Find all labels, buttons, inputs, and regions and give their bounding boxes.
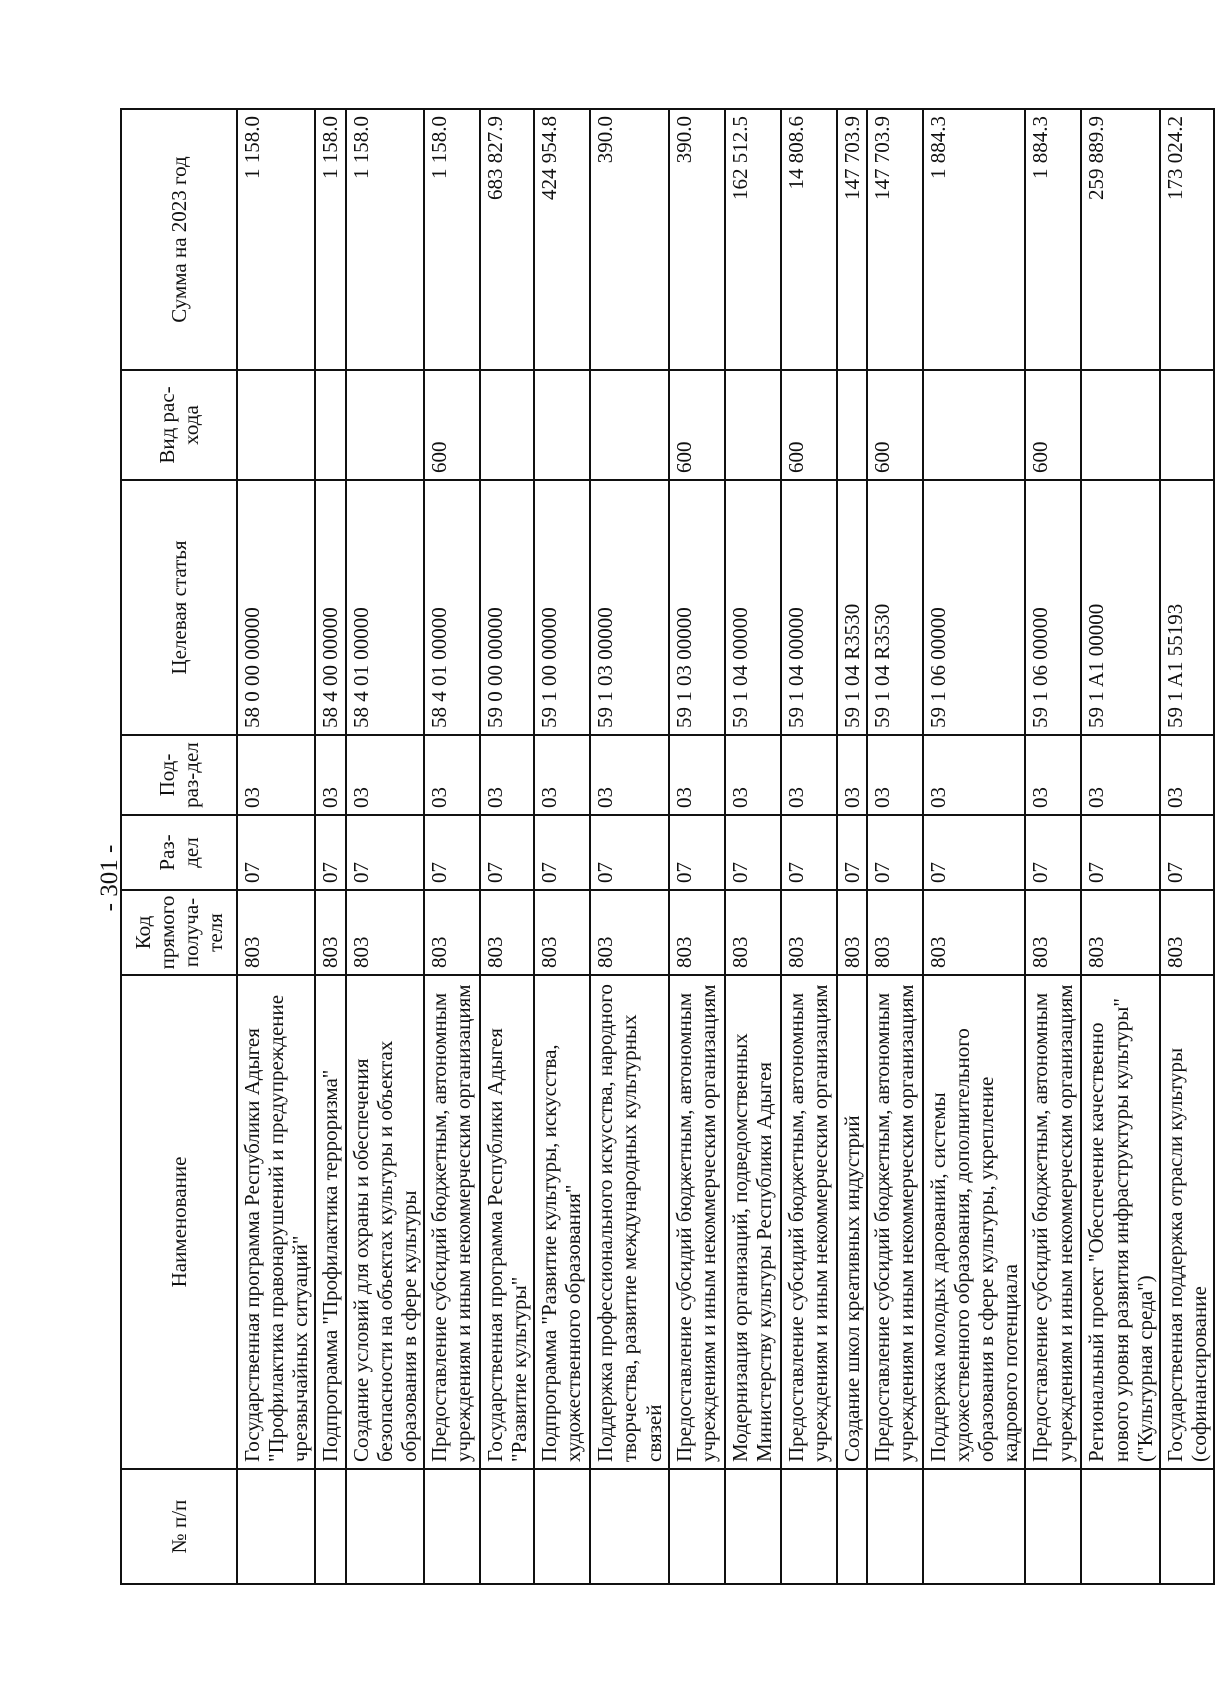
row-section-cell: 07 [1081,815,1159,890]
row-num-cell [867,1469,923,1584]
header-amount: Сумма на 2023 год [121,109,237,370]
row-num-cell [237,1469,315,1584]
row-target-article-cell: 59 1 03 00000 [590,480,668,735]
header-target-article: Целевая статья [121,480,237,735]
row-num-cell [1025,1469,1081,1584]
row-section-cell: 07 [590,815,668,890]
row-expense-type-cell [1160,370,1214,480]
row-expense-type-cell: 600 [1025,370,1081,480]
row-target-article-cell: 59 1 06 00000 [1025,480,1081,735]
row-amount-cell: 147 703.9 [837,109,867,370]
row-name-cell: Государственная программа Республики Адыгея "Развитие культуры" [480,975,534,1469]
row-subsection-cell: 03 [725,735,781,815]
row-target-article-cell: 59 1 04 00000 [725,480,781,735]
table-row [346,109,424,1584]
row-subsection-cell: 03 [1081,735,1159,815]
row-section-cell: 07 [346,815,424,890]
budget-table [120,108,1215,1585]
header-subsection: Под-раз-дел [121,735,237,815]
row-expense-type-cell [837,370,867,480]
table-row [725,109,781,1584]
row-expense-type-cell: 600 [867,370,923,480]
row-name-cell: Подпрограмма "Профилактика терроризма" [315,975,345,1469]
row-num-cell [315,1469,345,1584]
row-recipient-code-cell: 803 [480,890,534,975]
row-target-article-cell: 58 4 00 00000 [315,480,345,735]
table-header [121,109,237,1584]
row-num-cell [1160,1469,1214,1584]
table-row [315,109,345,1584]
row-target-article-cell: 59 1 03 00000 [669,480,725,735]
row-expense-type-cell [590,370,668,480]
row-section-cell: 07 [237,815,315,890]
row-name-cell: Государственная поддержка отрасли культуры (софинансирование [1160,975,1214,1469]
row-subsection-cell: 03 [1160,735,1214,815]
row-section-cell: 07 [480,815,534,890]
rotated-table-container [120,110,1211,1585]
row-subsection-cell: 03 [480,735,534,815]
row-amount-cell: 1 158.0 [315,109,345,370]
row-target-article-cell: 59 1 04 R3530 [867,480,923,735]
row-recipient-code-cell: 803 [867,890,923,975]
row-num-cell [1081,1469,1159,1584]
row-num-cell [725,1469,781,1584]
row-recipient-code-cell: 803 [424,890,480,975]
row-section-cell: 07 [781,815,837,890]
row-recipient-code-cell: 803 [669,890,725,975]
row-target-article-cell: 58 4 01 00000 [346,480,424,735]
row-recipient-code-cell: 803 [590,890,668,975]
row-section-cell: 07 [725,815,781,890]
row-expense-type-cell [237,370,315,480]
row-amount-cell: 424 954.8 [534,109,590,370]
header-row [121,109,237,1584]
row-subsection-cell: 03 [590,735,668,815]
row-target-article-cell: 59 1 06 00000 [923,480,1026,735]
row-target-article-cell: 59 1 04 R3530 [837,480,867,735]
row-section-cell: 07 [315,815,345,890]
row-recipient-code-cell: 803 [923,890,1026,975]
row-amount-cell: 683 827.9 [480,109,534,370]
row-num-cell [346,1469,424,1584]
row-amount-cell: 1 158.0 [346,109,424,370]
row-subsection-cell: 03 [1025,735,1081,815]
row-amount-cell: 390.0 [669,109,725,370]
row-name-cell: Создание условий для охраны и обеспечения безопасности на объектах культуры и объектах образования в сфере культуры [346,975,424,1469]
row-recipient-code-cell: 803 [1081,890,1159,975]
row-amount-cell: 390.0 [590,109,668,370]
row-num-cell [534,1469,590,1584]
row-subsection-cell: 03 [237,735,315,815]
row-section-cell: 07 [1160,815,1214,890]
row-num-cell [590,1469,668,1584]
row-recipient-code-cell: 803 [346,890,424,975]
row-subsection-cell: 03 [424,735,480,815]
row-amount-cell: 147 703.9 [867,109,923,370]
table-row [837,109,867,1584]
row-expense-type-cell: 600 [424,370,480,480]
row-name-cell: Подпрограмма "Развитие культуры, искусства, художественного образования" [534,975,590,1469]
row-subsection-cell: 03 [923,735,1026,815]
row-recipient-code-cell: 803 [534,890,590,975]
row-section-cell: 07 [837,815,867,890]
row-section-cell: 07 [534,815,590,890]
row-amount-cell: 1 884.3 [923,109,1026,370]
row-recipient-code-cell: 803 [315,890,345,975]
row-name-cell: Предоставление субсидий бюджетным, автономным учреждениям и иным некоммерческим организациям [669,975,725,1469]
row-amount-cell: 162 512.5 [725,109,781,370]
row-num-cell [837,1469,867,1584]
table-row [1081,109,1159,1584]
row-target-article-cell: 59 1 04 00000 [781,480,837,735]
page-number-text: - 301 - [96,844,123,912]
row-target-article-cell: 59 0 00 00000 [480,480,534,735]
row-target-article-cell: 59 1 00 00000 [534,480,590,735]
row-recipient-code-cell: 803 [837,890,867,975]
table-row [237,109,315,1584]
row-expense-type-cell: 600 [669,370,725,480]
row-subsection-cell: 03 [669,735,725,815]
row-num-cell [669,1469,725,1584]
table-row [923,109,1026,1584]
row-expense-type-cell: 600 [781,370,837,480]
row-expense-type-cell [480,370,534,480]
row-section-cell: 07 [867,815,923,890]
row-name-cell: Предоставление субсидий бюджетным, автономным учреждениям и иным некоммерческим организациям [1025,975,1081,1469]
row-target-article-cell: 58 0 00 00000 [237,480,315,735]
table-row [1025,109,1081,1584]
row-expense-type-cell [1081,370,1159,480]
row-recipient-code-cell: 803 [725,890,781,975]
row-name-cell: Поддержка молодых дарований, системы художественного образования, дополнительного образования в сфере культуры, укрепление кадрового потенциала [923,975,1026,1469]
row-expense-type-cell [725,370,781,480]
row-name-cell: Предоставление субсидий бюджетным, автономным учреждениям и иным некоммерческим организациям [424,975,480,1469]
table-row [424,109,480,1584]
row-num-cell [781,1469,837,1584]
table-row [781,109,837,1584]
row-section-cell: 07 [1025,815,1081,890]
header-recipient-code: Код прямого получа-теля [121,890,237,975]
row-section-cell: 07 [424,815,480,890]
row-subsection-cell: 03 [315,735,345,815]
row-section-cell: 07 [669,815,725,890]
row-name-cell: Предоставление субсидий бюджетным, автономным учреждениям и иным некоммерческим организациям [867,975,923,1469]
row-subsection-cell: 03 [534,735,590,815]
table-row [867,109,923,1584]
row-subsection-cell: 03 [867,735,923,815]
row-target-article-cell: 59 1 A1 00000 [1081,480,1159,735]
row-amount-cell: 14 808.6 [781,109,837,370]
table-row [480,109,534,1584]
row-name-cell: Региональный проект "Обеспечение качественно нового уровня развития инфраструктуры культуры" ("Культурная среда") [1081,975,1159,1469]
row-recipient-code-cell: 803 [1025,890,1081,975]
row-amount-cell: 1 884.3 [1025,109,1081,370]
header-expense-type: Вид рас-хода [121,370,237,480]
row-name-cell: Модернизация организаций, подведомственных Министерству культуры Республики Адыгея [725,975,781,1469]
row-section-cell: 07 [923,815,1026,890]
row-expense-type-cell [923,370,1026,480]
row-recipient-code-cell: 803 [781,890,837,975]
row-amount-cell: 259 889.9 [1081,109,1159,370]
table-row [669,109,725,1584]
row-subsection-cell: 03 [346,735,424,815]
table-body [237,109,1214,1584]
row-amount-cell: 1 158.0 [237,109,315,370]
header-num: № п/п [121,1469,237,1584]
budget-table-sheet [120,110,1211,1585]
row-subsection-cell: 03 [781,735,837,815]
row-expense-type-cell [346,370,424,480]
row-amount-cell: 173 024.2 [1160,109,1214,370]
table-row [1160,109,1214,1584]
row-expense-type-cell [534,370,590,480]
row-num-cell [923,1469,1026,1584]
row-expense-type-cell [315,370,345,480]
row-name-cell: Предоставление субсидий бюджетным, автономным учреждениям и иным некоммерческим организациям [781,975,837,1469]
row-num-cell [424,1469,480,1584]
row-target-article-cell: 59 1 A1 55193 [1160,480,1214,735]
row-name-cell: Поддержка профессионального искусства, народного творчества, развитие международных культурных связей [590,975,668,1469]
table-row [534,109,590,1584]
header-section: Раз-дел [121,815,237,890]
row-subsection-cell: 03 [837,735,867,815]
row-recipient-code-cell: 803 [237,890,315,975]
row-name-cell: Создание школ креативных индустрий [837,975,867,1469]
table-row [590,109,668,1584]
row-recipient-code-cell: 803 [1160,890,1214,975]
row-name-cell: Государственная программа Республики Адыгея "Профилактика правонарушений и предупреждение чрезвычайных ситуаций" [237,975,315,1469]
row-num-cell [480,1469,534,1584]
row-amount-cell: 1 158.0 [424,109,480,370]
header-name: Наименование [121,975,237,1469]
row-target-article-cell: 58 4 01 00000 [424,480,480,735]
